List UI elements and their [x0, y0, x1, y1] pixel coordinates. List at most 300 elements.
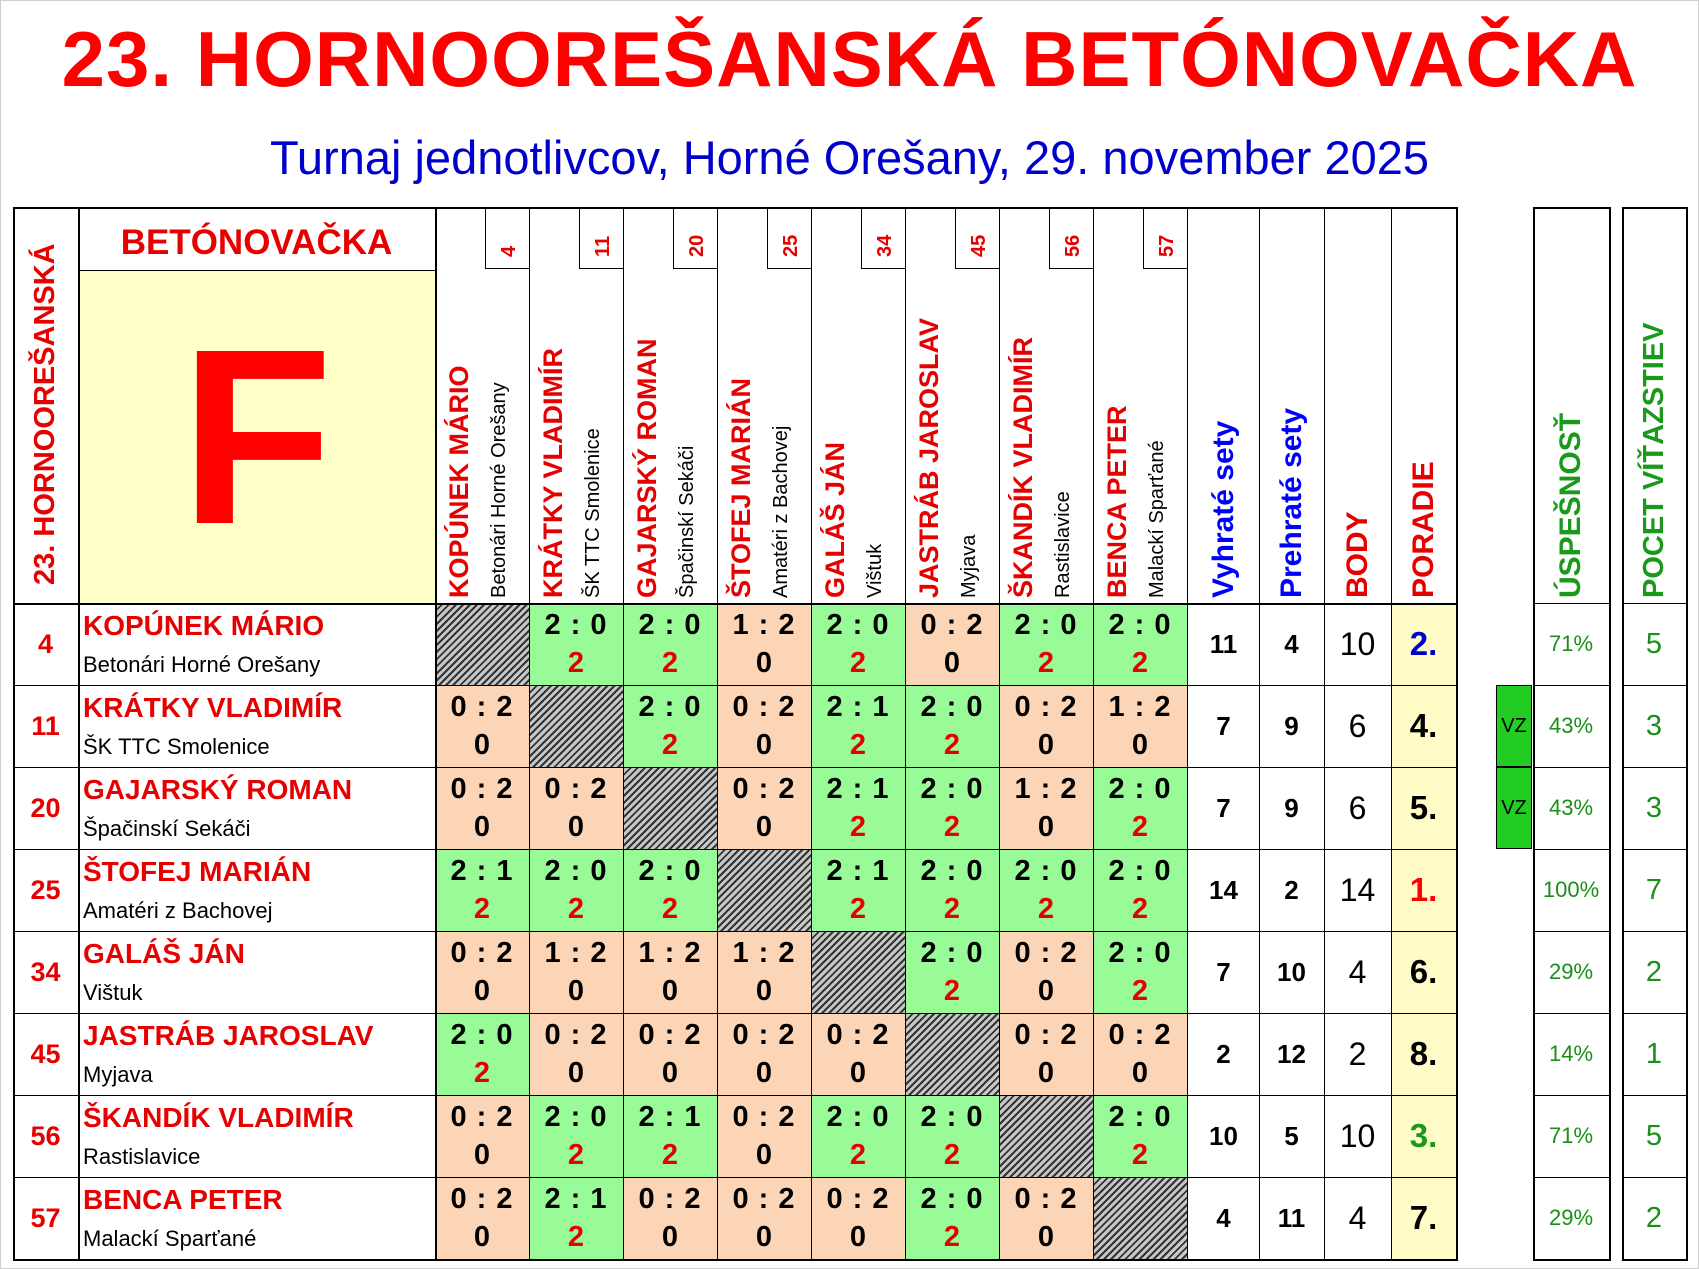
match-points: 2: [567, 647, 585, 679]
match-points: 2: [943, 893, 961, 925]
corner-vertical-label: 23. HORNOOREŠANSKÁ: [29, 243, 61, 585]
match-result-cell: [717, 767, 811, 849]
table-border-right: [1456, 207, 1458, 1261]
table-row: [0, 685, 1699, 767]
match-result-cell: [1093, 767, 1187, 849]
points-value: 2: [1348, 1036, 1367, 1072]
success-header: ÚSPEŠNOSŤ: [1554, 412, 1587, 598]
match-points: 2: [1037, 893, 1055, 925]
match-score: 2 : 0: [1014, 855, 1078, 887]
row-player-name: KOPÚNEK MÁRIO: [83, 610, 325, 641]
match-points: 2: [661, 893, 679, 925]
success-value: 100%: [1542, 877, 1600, 902]
match-result-cell: [1093, 849, 1187, 931]
match-points: 0: [755, 811, 773, 843]
match-result-cell: [999, 1013, 1093, 1095]
match-score: 2 : 1: [826, 773, 890, 805]
match-result-cell: [811, 1177, 905, 1259]
row-player-name: GALÁŠ JÁN: [83, 938, 245, 969]
rank-value: 2.: [1391, 603, 1456, 685]
success-border-top: [1533, 207, 1609, 209]
match-score: 0 : 2: [732, 773, 796, 805]
column-player-name: KOPÚNEK MÁRIO: [444, 365, 474, 598]
match-score: 0 : 2: [826, 1183, 890, 1215]
match-score: 0 : 2: [1014, 937, 1078, 969]
match-points: 0: [1037, 975, 1055, 1007]
table-row: [0, 1013, 1699, 1095]
column-seed: 4: [498, 245, 520, 257]
match-score: 0 : 2: [1014, 1019, 1078, 1051]
match-points: 2: [661, 647, 679, 679]
match-result-cell: [529, 1095, 623, 1177]
match-score: 2 : 0: [638, 855, 702, 887]
match-points: 2: [1131, 1139, 1149, 1171]
grid-line: [1622, 931, 1686, 932]
column-seed-box: [579, 207, 623, 269]
won-sets-value: 4: [1216, 1203, 1231, 1233]
match-points: 0: [755, 1057, 773, 1089]
points-value: 4: [1348, 1200, 1367, 1236]
match-result-cell: [811, 1013, 905, 1095]
table-border-bottom: [13, 1259, 1458, 1261]
match-score: 2 : 0: [920, 855, 984, 887]
match-score: 0 : 2: [1108, 1019, 1172, 1051]
match-points: 0: [849, 1221, 867, 1253]
grid-line: [811, 207, 812, 1259]
match-score: 0 : 2: [732, 1019, 796, 1051]
grid-line: [13, 685, 1456, 686]
table-row: [0, 1177, 1699, 1259]
match-points: 2: [943, 729, 961, 761]
group-letter-box: [78, 270, 435, 603]
match-score: 0 : 2: [920, 609, 984, 641]
match-result-cell: [435, 685, 529, 767]
match-points: 2: [943, 1139, 961, 1171]
match-result-cell: [435, 1177, 529, 1259]
match-score: 0 : 2: [450, 937, 514, 969]
match-score: 0 : 2: [544, 1019, 608, 1051]
match-result-cell: [811, 1095, 905, 1177]
match-result-cell: [623, 603, 717, 685]
row-player-club: Vištuk: [83, 980, 143, 1005]
match-result-cell: [999, 767, 1093, 849]
table-row: [0, 849, 1699, 931]
self-match-cell: [435, 603, 529, 685]
match-score: 1 : 2: [732, 937, 796, 969]
points-header: BODY: [1340, 511, 1374, 598]
lost-sets-value: 9: [1284, 711, 1299, 741]
wins-border-left: [1622, 207, 1624, 1259]
lost-sets-value: 11: [1277, 1203, 1306, 1233]
column-seed-box: [1049, 207, 1093, 269]
self-match-cell: [905, 1013, 999, 1095]
match-result-cell: [623, 1177, 717, 1259]
match-score: 2 : 1: [638, 1101, 702, 1133]
points-value: 14: [1339, 872, 1376, 908]
row-player-club: Špačinskí Sekáči: [83, 816, 251, 841]
wins-value: 2: [1645, 1202, 1663, 1234]
match-points: 2: [661, 729, 679, 761]
match-score: 2 : 1: [450, 855, 514, 887]
row-player-name: ŠKANDÍK VLADIMÍR: [83, 1102, 354, 1133]
match-points: 2: [473, 893, 491, 925]
row-player-club: Rastislavice: [83, 1144, 201, 1169]
grid-line: [1533, 1013, 1609, 1014]
column-player-club: Betonári Horné Orešany: [488, 382, 510, 598]
column-seed: 57: [1156, 234, 1178, 257]
lost-sets-value: 9: [1284, 793, 1299, 823]
self-match-cell: [623, 767, 717, 849]
success-border-bottom: [1533, 1259, 1611, 1261]
match-result-cell: [999, 685, 1093, 767]
match-score: 2 : 0: [920, 1183, 984, 1215]
match-result-cell: [623, 1013, 717, 1095]
match-points: 0: [473, 1139, 491, 1171]
match-result-cell: [905, 1095, 999, 1177]
match-result-cell: [811, 603, 905, 685]
match-result-cell: [717, 1013, 811, 1095]
match-score: 2 : 0: [920, 691, 984, 723]
match-points: 2: [567, 1139, 585, 1171]
match-points: 0: [1037, 729, 1055, 761]
match-points: 0: [755, 1139, 773, 1171]
match-result-cell: [905, 931, 999, 1013]
match-score: 2 : 0: [1108, 773, 1172, 805]
wins-value: 3: [1645, 710, 1663, 742]
grid-line: [623, 207, 624, 1259]
self-match-cell: [529, 685, 623, 767]
match-score: 0 : 2: [638, 1183, 702, 1215]
match-points: 2: [1131, 647, 1149, 679]
match-points: 0: [943, 647, 961, 679]
match-score: 1 : 2: [638, 937, 702, 969]
column-player-name: GAJARSKÝ ROMAN: [632, 338, 662, 598]
grid-line: [1324, 207, 1325, 1259]
wins-value: 5: [1645, 1120, 1663, 1152]
match-result-cell: [1093, 931, 1187, 1013]
match-score: 2 : 0: [450, 1019, 514, 1051]
match-result-cell: [623, 685, 717, 767]
won-sets-value: 10: [1209, 1121, 1238, 1151]
match-points: 2: [567, 1221, 585, 1253]
match-result-cell: [529, 849, 623, 931]
match-points: 0: [567, 811, 585, 843]
match-score: 2 : 0: [1108, 937, 1172, 969]
match-points: 2: [567, 893, 585, 925]
match-score: 2 : 0: [544, 1101, 608, 1133]
grid-line: [1622, 767, 1686, 768]
match-result-cell: [1093, 1013, 1187, 1095]
grid-line: [1622, 603, 1686, 604]
match-score: 0 : 2: [450, 773, 514, 805]
column-seed: 56: [1062, 234, 1084, 257]
match-score: 2 : 1: [544, 1183, 608, 1215]
wins-value: 2: [1645, 956, 1663, 988]
rank-header: PORADIE: [1406, 461, 1440, 598]
points-value: 4: [1348, 954, 1367, 990]
grid-line: [1533, 767, 1609, 768]
match-score: 2 : 0: [826, 1101, 890, 1133]
success-value: 71%: [1548, 1123, 1594, 1148]
match-points: 2: [661, 1139, 679, 1171]
match-points: 0: [755, 647, 773, 679]
row-seed: 11: [31, 711, 60, 741]
table-row: [0, 1095, 1699, 1177]
table-border-top: [13, 207, 1456, 209]
wins-value: 1: [1645, 1038, 1663, 1070]
match-points: 0: [1037, 1221, 1055, 1253]
column-seed-box: [1143, 207, 1187, 269]
grid-line: [13, 1177, 1456, 1178]
match-score: 0 : 2: [450, 691, 514, 723]
match-score: 0 : 2: [450, 1101, 514, 1133]
match-points: 2: [1037, 647, 1055, 679]
match-points: 2: [849, 893, 867, 925]
match-result-cell: [529, 1013, 623, 1095]
match-score: 1 : 2: [1108, 691, 1172, 723]
won-sets-value: 14: [1209, 875, 1238, 905]
column-player-club: Myjava: [958, 534, 980, 598]
success-value: 43%: [1548, 713, 1594, 738]
won-sets-value: 2: [1216, 1039, 1231, 1069]
match-points: 0: [1037, 1057, 1055, 1089]
grid-line: [78, 207, 80, 1259]
match-result-cell: [717, 1177, 811, 1259]
group-letter: F: [180, 296, 333, 576]
grid-line: [1533, 685, 1609, 686]
match-points: 0: [661, 1221, 679, 1253]
match-score: 2 : 0: [920, 1101, 984, 1133]
self-match-cell: [811, 931, 905, 1013]
row-player-club: Myjava: [83, 1062, 153, 1087]
wins-value: 3: [1645, 792, 1663, 824]
grid-line: [1622, 1095, 1686, 1096]
column-player-club: Malackí Sparťané: [1146, 440, 1168, 598]
table-row: [0, 603, 1699, 685]
row-player-name: GAJARSKÝ ROMAN: [83, 774, 353, 805]
match-points: 2: [943, 811, 961, 843]
success-value: 29%: [1548, 959, 1594, 984]
column-seed-box: [485, 207, 529, 269]
match-result-cell: [717, 931, 811, 1013]
wins-value: 5: [1645, 628, 1663, 660]
match-score: 2 : 1: [826, 691, 890, 723]
match-result-cell: [905, 1177, 999, 1259]
column-player-club: Rastislavice: [1052, 491, 1074, 598]
table-row: [0, 931, 1699, 1013]
grid-line: [1622, 1013, 1686, 1014]
lost-sets-value: 5: [1284, 1121, 1299, 1151]
corner-title: BETÓNOVAČKA: [120, 223, 393, 262]
lost-sets-value: 4: [1284, 629, 1299, 659]
table-border-left: [13, 207, 15, 1259]
grid-line: [905, 207, 906, 1259]
grid-line: [1533, 849, 1609, 850]
match-points: 2: [943, 1221, 961, 1253]
match-result-cell: [623, 931, 717, 1013]
match-points: 0: [1037, 811, 1055, 843]
wins-header: POCET VÍŤAZSTIEV: [1638, 322, 1670, 598]
column-player-name: ŠKANDÍK VLADIMÍR: [1008, 337, 1038, 598]
rank-value: 6.: [1391, 931, 1456, 1013]
success-value: 29%: [1548, 1205, 1594, 1230]
grid-line: [1622, 685, 1686, 686]
match-result-cell: [717, 603, 811, 685]
match-score: 2 : 0: [920, 937, 984, 969]
match-score: 0 : 2: [1014, 691, 1078, 723]
match-points: 2: [1131, 975, 1149, 1007]
match-score: 0 : 2: [826, 1019, 890, 1051]
match-result-cell: [811, 767, 905, 849]
points-value: 10: [1339, 626, 1376, 662]
match-points: 0: [1131, 1057, 1149, 1089]
row-player-club: Betonári Horné Orešany: [83, 652, 321, 677]
row-seed: 56: [30, 1121, 61, 1151]
match-score: 1 : 2: [1014, 773, 1078, 805]
match-score: 0 : 2: [732, 1183, 796, 1215]
wins-border-right: [1686, 207, 1688, 1261]
row-seed: 4: [37, 629, 54, 659]
grid-line: [1533, 1095, 1609, 1096]
grid-line: [13, 1095, 1456, 1096]
grid-line: [1533, 1177, 1609, 1178]
success-border-left: [1533, 207, 1535, 1259]
lost-sets-value: 10: [1277, 957, 1306, 987]
match-points: 2: [849, 647, 867, 679]
grid-line: [717, 207, 718, 1259]
grid-line: [13, 603, 1456, 605]
match-points: 0: [849, 1057, 867, 1089]
won-sets-header: Vyhraté sety: [1206, 420, 1240, 598]
match-score: 2 : 0: [638, 691, 702, 723]
lost-sets-header: Prehraté sety: [1274, 407, 1308, 598]
match-result-cell: [905, 603, 999, 685]
success-value: 14%: [1548, 1041, 1594, 1066]
table-row: [0, 767, 1699, 849]
match-score: 0 : 2: [638, 1019, 702, 1051]
match-result-cell: [623, 849, 717, 931]
column-seed-box: [767, 207, 811, 269]
match-points: 2: [473, 1057, 491, 1089]
row-seed: 45: [30, 1039, 61, 1069]
match-score: 0 : 2: [732, 691, 796, 723]
match-result-cell: [1093, 603, 1187, 685]
column-player-name: BENCA PETER: [1102, 405, 1132, 598]
match-result-cell: [999, 849, 1093, 931]
match-points: 0: [567, 975, 585, 1007]
column-player-club: Špačinskí Sekáči: [676, 445, 698, 598]
grid-line: [78, 270, 435, 271]
success-value: 43%: [1548, 795, 1594, 820]
match-result-cell: [529, 1177, 623, 1259]
self-match-cell: [717, 849, 811, 931]
success-border-right: [1609, 207, 1611, 1261]
column-player-name: ŠTOFEJ MARIÁN: [726, 377, 756, 598]
column-player-name: GALÁŠ JÁN: [820, 441, 850, 598]
wins-border-bottom: [1622, 1259, 1688, 1261]
rank-value: 4.: [1391, 685, 1456, 767]
match-points: 0: [755, 975, 773, 1007]
match-points: 0: [661, 975, 679, 1007]
match-points: 0: [473, 729, 491, 761]
match-result-cell: [529, 767, 623, 849]
match-result-cell: [435, 767, 529, 849]
match-score: 0 : 2: [544, 773, 608, 805]
tiebreak-badge: VZ: [1496, 767, 1532, 849]
column-seed-box: [673, 207, 717, 269]
match-result-cell: [1093, 1095, 1187, 1177]
column-seed: 20: [686, 234, 708, 257]
row-seed: 57: [30, 1203, 61, 1233]
grid-line: [13, 767, 1456, 768]
match-score: 2 : 0: [1108, 609, 1172, 641]
row-player-club: Amatéri z Bachovej: [83, 898, 273, 923]
match-result-cell: [905, 849, 999, 931]
match-points: 0: [755, 1221, 773, 1253]
lost-sets-value: 12: [1277, 1039, 1306, 1069]
column-seed-box: [955, 207, 999, 269]
match-result-cell: [623, 1095, 717, 1177]
match-result-cell: [999, 603, 1093, 685]
points-value: 6: [1348, 790, 1367, 826]
match-result-cell: [529, 931, 623, 1013]
match-result-cell: [1093, 685, 1187, 767]
match-score: 2 : 0: [826, 609, 890, 641]
column-seed: 11: [592, 235, 614, 257]
grid-line: [13, 849, 1456, 850]
match-points: 0: [473, 1221, 491, 1253]
match-points: 2: [1131, 811, 1149, 843]
match-result-cell: [435, 1095, 529, 1177]
grid-line: [13, 1013, 1456, 1014]
column-player-club: Vištuk: [864, 543, 886, 598]
match-score: 2 : 0: [920, 773, 984, 805]
self-match-cell: [1093, 1177, 1187, 1259]
match-result-cell: [905, 767, 999, 849]
match-points: 0: [1131, 729, 1149, 761]
grid-line: [999, 207, 1000, 1259]
column-player-club: ŠK TTC Smolenice: [582, 428, 604, 598]
match-points: 2: [1131, 893, 1149, 925]
match-result-cell: [811, 849, 905, 931]
wins-border-top: [1622, 207, 1686, 209]
match-result-cell: [435, 1013, 529, 1095]
success-value: 71%: [1548, 631, 1594, 656]
page-subtitle: Turnaj jednotlivcov, Horné Orešany, 29. november 2025: [269, 131, 1430, 184]
match-score: 2 : 0: [544, 855, 608, 887]
match-points: 0: [755, 729, 773, 761]
match-result-cell: [717, 685, 811, 767]
row-seed: 25: [30, 875, 61, 905]
grid-line: [1093, 207, 1094, 1259]
match-score: 2 : 0: [1014, 609, 1078, 641]
match-points: 0: [473, 811, 491, 843]
grid-line: [1259, 207, 1260, 1259]
match-score: 1 : 2: [544, 937, 608, 969]
match-points: 2: [849, 729, 867, 761]
self-match-cell: [999, 1095, 1093, 1177]
match-score: 2 : 1: [826, 855, 890, 887]
match-result-cell: [999, 931, 1093, 1013]
column-seed: 45: [968, 234, 990, 257]
match-score: 2 : 0: [544, 609, 608, 641]
points-value: 6: [1348, 708, 1367, 744]
row-player-name: JASTRÁB JAROSLAV: [83, 1020, 374, 1051]
grid-line: [435, 207, 437, 1259]
row-player-name: BENCA PETER: [83, 1184, 283, 1215]
match-points: 2: [943, 975, 961, 1007]
match-result-cell: [435, 849, 529, 931]
